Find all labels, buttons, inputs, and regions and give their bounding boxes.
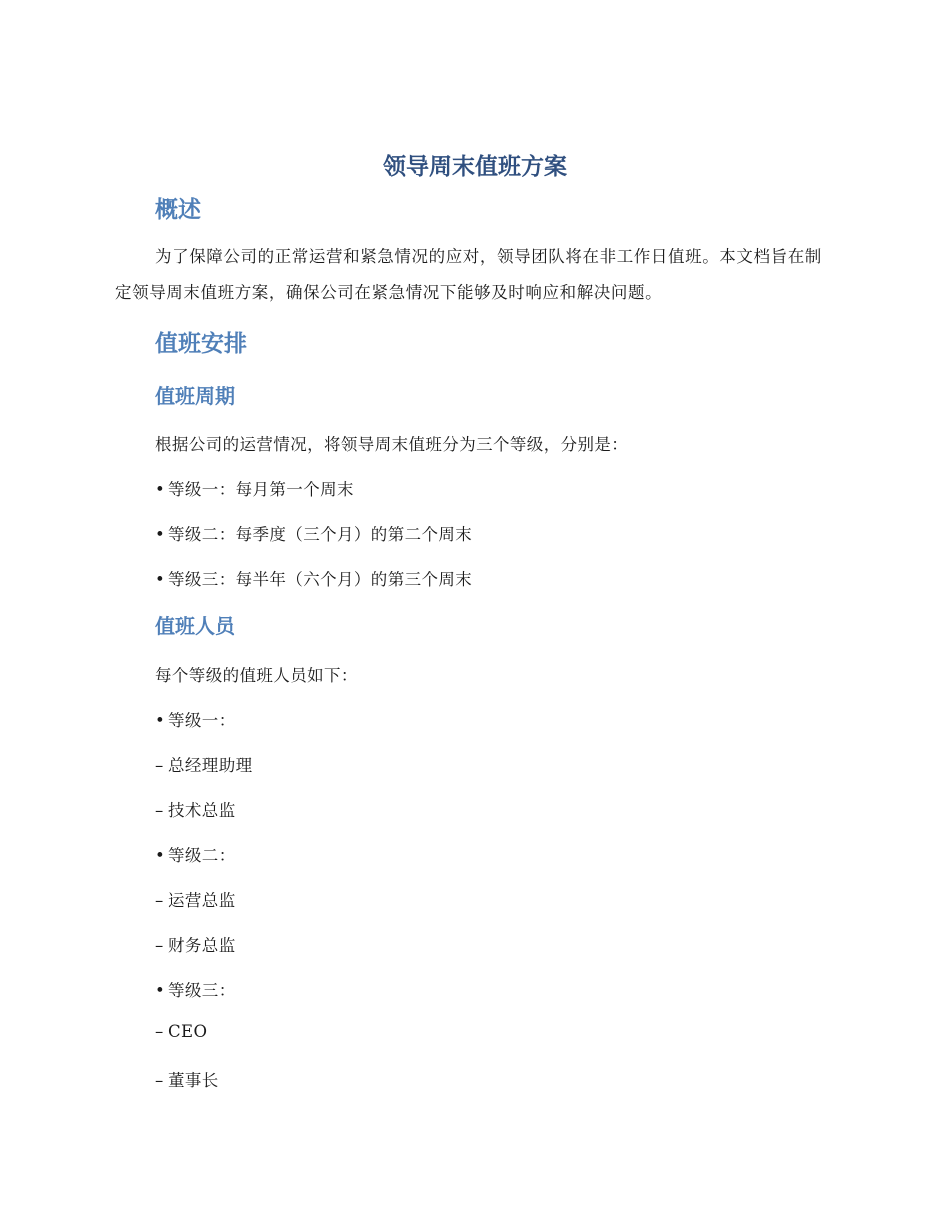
list-item-text: 等级三：每半年（六个月）的第三个周末 [168, 570, 473, 589]
group-label-text: 等级三： [168, 981, 236, 1000]
list-item [155, 521, 472, 545]
list-item [155, 476, 354, 500]
subsection-heading-staff: 值班人员 [155, 614, 235, 638]
list-item-text: 等级二：每季度（三个月）的第二个周末 [168, 525, 473, 544]
member-item [155, 1067, 219, 1091]
bullet-marker: • [155, 570, 166, 589]
bullet-marker: • [155, 981, 166, 1000]
bullet-marker: • [155, 711, 166, 730]
bullet-marker: • [155, 525, 166, 544]
group-label-text: 等级二： [168, 846, 236, 865]
list-item [155, 566, 472, 590]
member-name: 技术总监 [168, 801, 236, 820]
staff-intro: 每个等级的值班人员如下： [155, 666, 358, 685]
member-name: 董事长 [168, 1071, 219, 1090]
member-item [155, 1022, 207, 1041]
member-name: 运营总监 [168, 891, 236, 910]
subsection-heading-period: 值班周期 [155, 384, 235, 408]
group-label [155, 977, 236, 1001]
member-item [155, 887, 236, 911]
member-item [155, 932, 236, 956]
member-item [155, 752, 253, 776]
group-label [155, 842, 236, 866]
list-item-text: 等级一：每月第一个周末 [168, 480, 354, 499]
bullet-marker: • [155, 846, 166, 865]
member-item [155, 797, 236, 821]
period-intro: 根据公司的运营情况，将领导周末值班分为三个等级，分别是： [155, 435, 629, 454]
member-name: 总经理助理 [168, 756, 253, 775]
group-label [155, 707, 236, 731]
dash-marker: – [155, 1071, 164, 1090]
section-heading-overview: 概述 [155, 197, 201, 223]
document-title: 领导周末值班方案 [383, 154, 567, 180]
dash-marker: – [155, 891, 164, 910]
dash-marker: – [155, 801, 164, 820]
dash-marker: – [155, 756, 164, 775]
member-name: 财务总监 [168, 936, 236, 955]
member-name: CEO [168, 1022, 208, 1041]
overview-paragraph: 为了保障公司的正常运营和紧急情况的应对，领导团队将在非工作日值班。本文档旨在制定领导周末值班方案，确保公司在紧急情况下能够及时响应和解决问题。 [115, 247, 822, 302]
bullet-marker: • [155, 480, 166, 499]
group-label-text: 等级一： [168, 711, 236, 730]
dash-marker: – [155, 936, 164, 955]
dash-marker: – [155, 1022, 164, 1041]
section-heading-arrangement: 值班安排 [155, 331, 247, 357]
